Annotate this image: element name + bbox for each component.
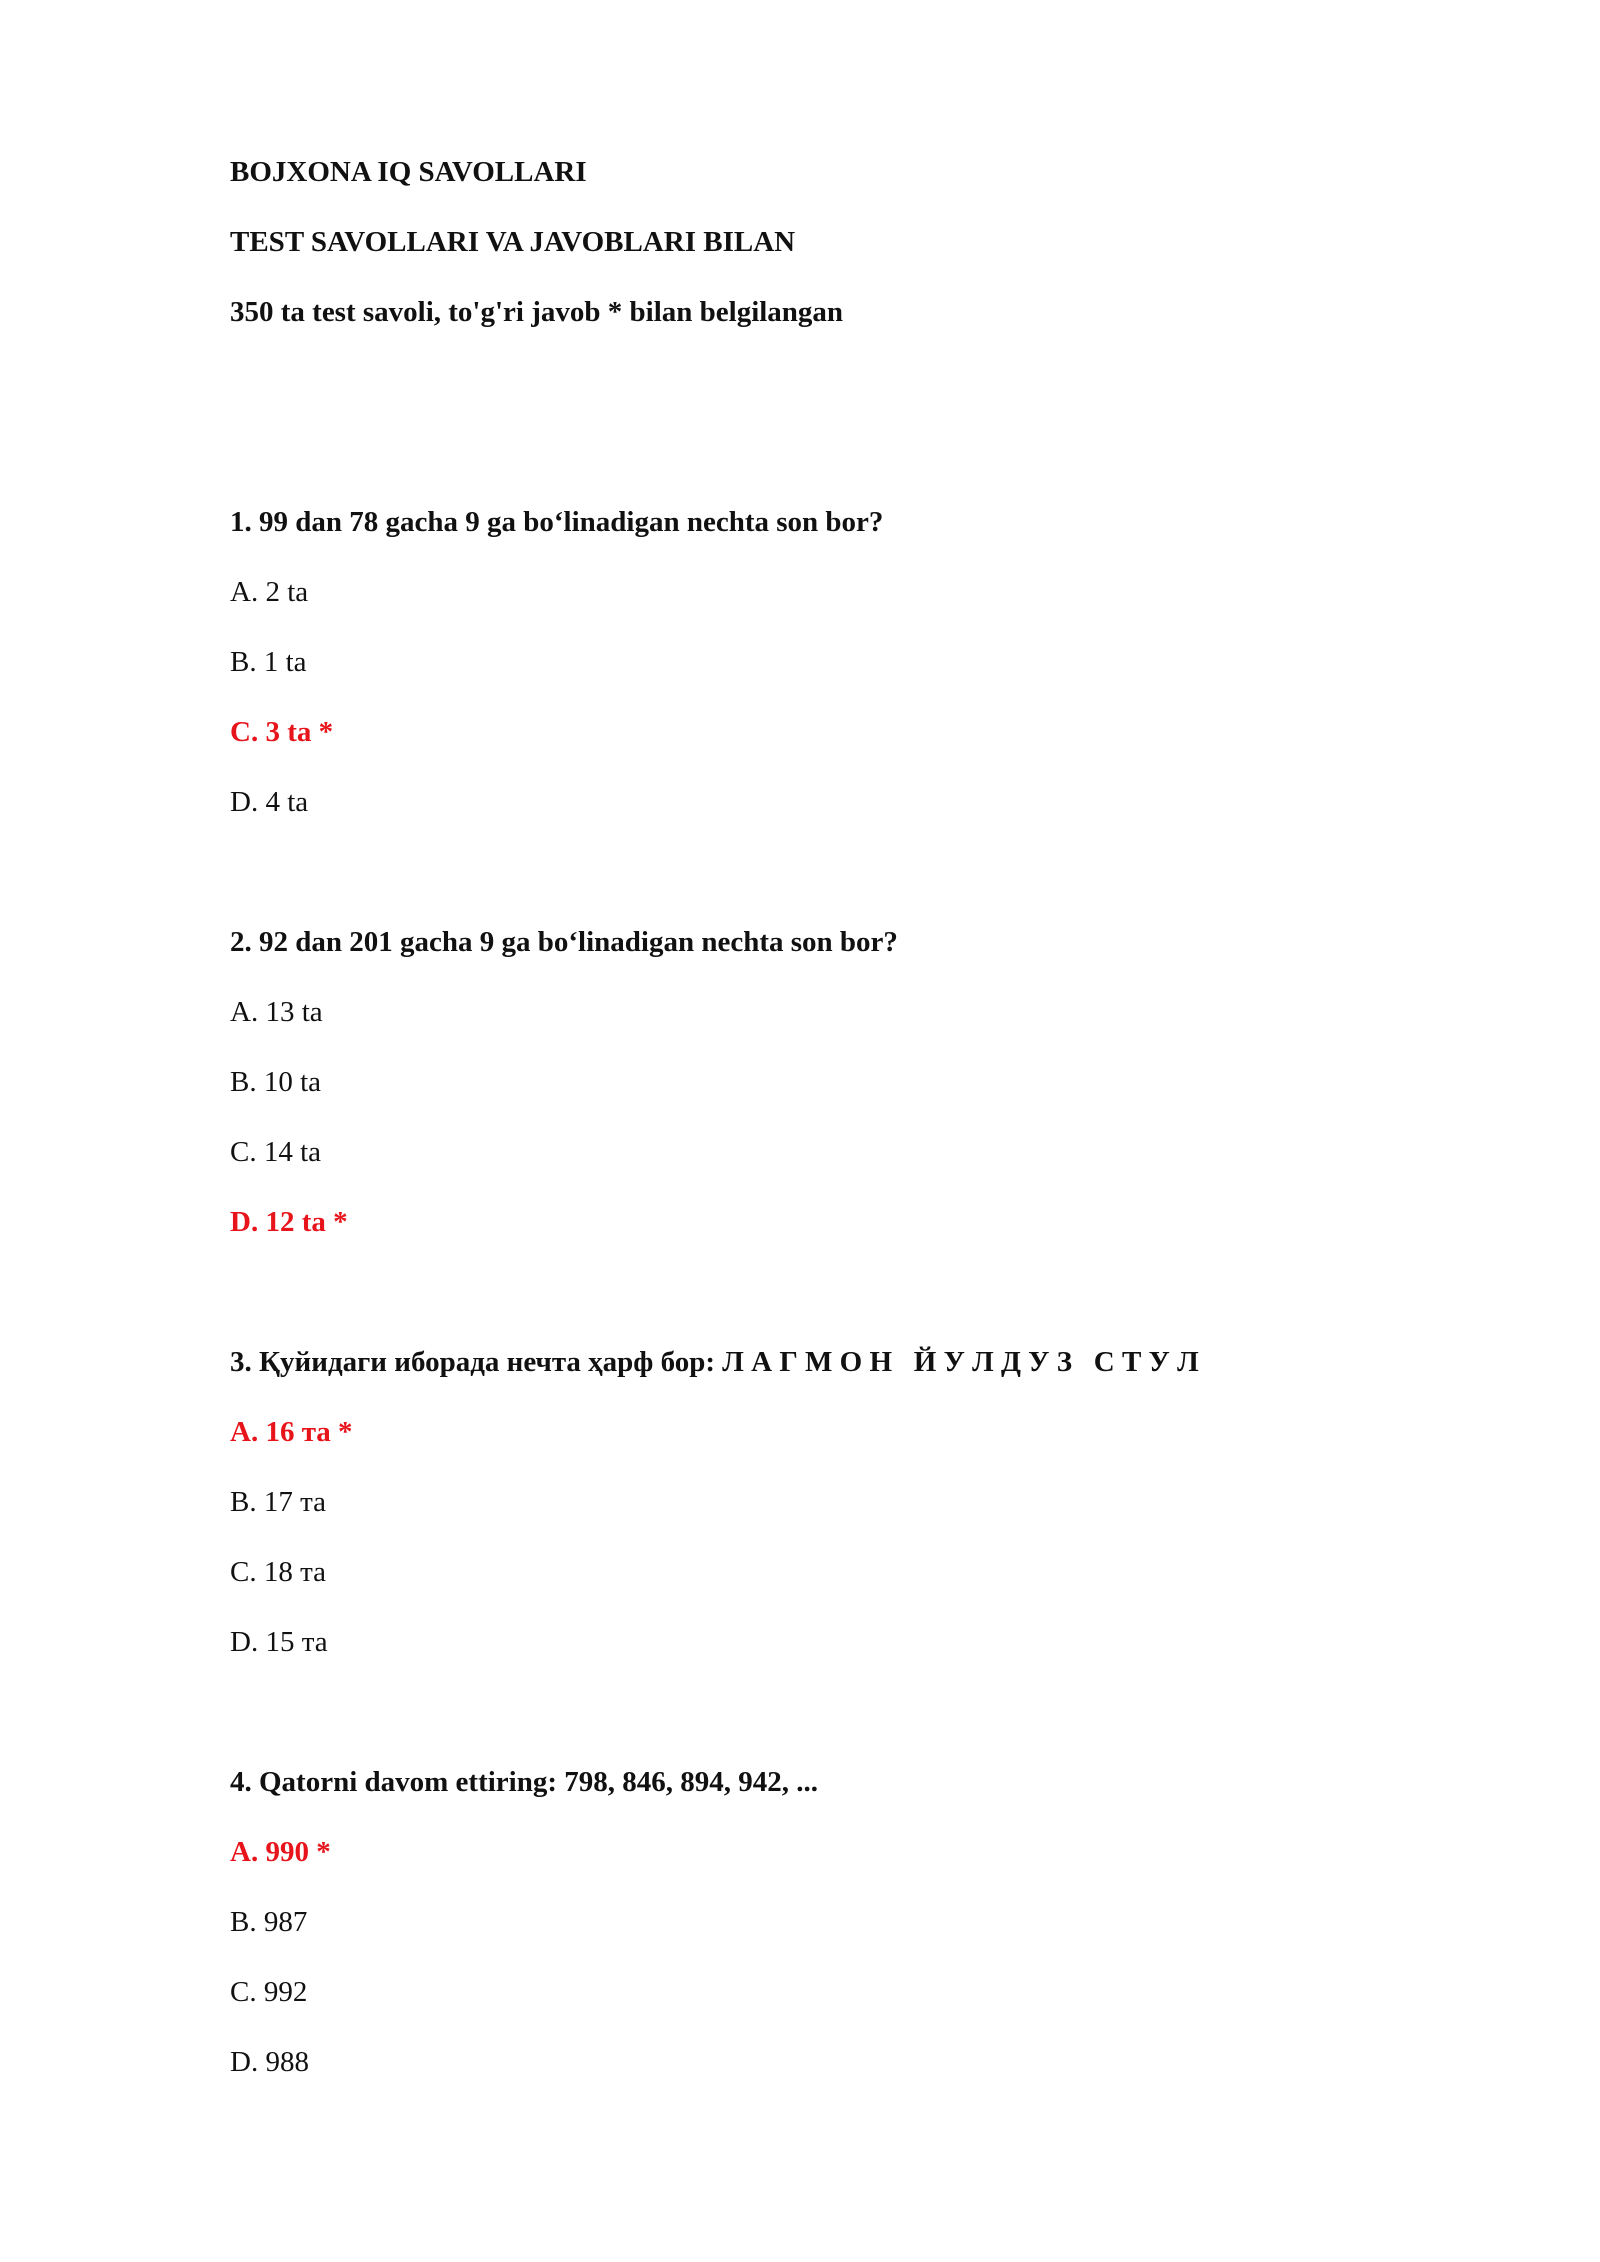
answer-option-correct: A. 16 та *: [230, 1416, 353, 1448]
answer-option: B. 10 ta: [230, 1066, 322, 1098]
answer-option-correct: A. 990 *: [230, 1836, 331, 1868]
answer-option: C. 18 та: [230, 1556, 326, 1588]
answer-option: D. 988: [230, 2046, 309, 2078]
answer-option: D. 15 та: [230, 1626, 328, 1658]
document-note: 350 ta test savoli, to'g'ri javob * bilan belgilangan: [230, 296, 844, 328]
answer-option: B. 17 та: [230, 1486, 326, 1518]
answer-option: C. 14 ta: [230, 1136, 322, 1168]
answer-option: D. 4 ta: [230, 786, 309, 818]
answer-option: B. 1 ta: [230, 646, 307, 678]
document-subtitle: TEST SAVOLLARI VA JAVOBLARI BILAN: [230, 226, 796, 258]
answer-option: A. 13 ta: [230, 996, 323, 1028]
answer-option: A. 2 ta: [230, 576, 309, 608]
question-text: 2. 92 dan 201 gacha 9 ga bo‘linadigan nechta son bor?: [230, 926, 898, 958]
question-text: 4. Qatorni davom ettiring: 798, 846, 894, 942, ...: [230, 1766, 819, 1798]
question-text: 1. 99 dan 78 gacha 9 ga bo‘linadigan nechta son bor?: [230, 506, 884, 538]
document-title: BOJXONA IQ SAVOLLARI: [230, 156, 587, 188]
answer-option-correct: C. 3 ta *: [230, 716, 334, 748]
answer-option: C. 992: [230, 1976, 308, 2008]
answer-option-correct: D. 12 ta *: [230, 1206, 348, 1238]
answer-option: B. 987: [230, 1906, 308, 1938]
question-text: 3. Қуйидаги иборада нечта ҳарф бор: Л А Г М О Н Й У Л Д У З С Т У Л: [230, 1346, 1199, 1378]
